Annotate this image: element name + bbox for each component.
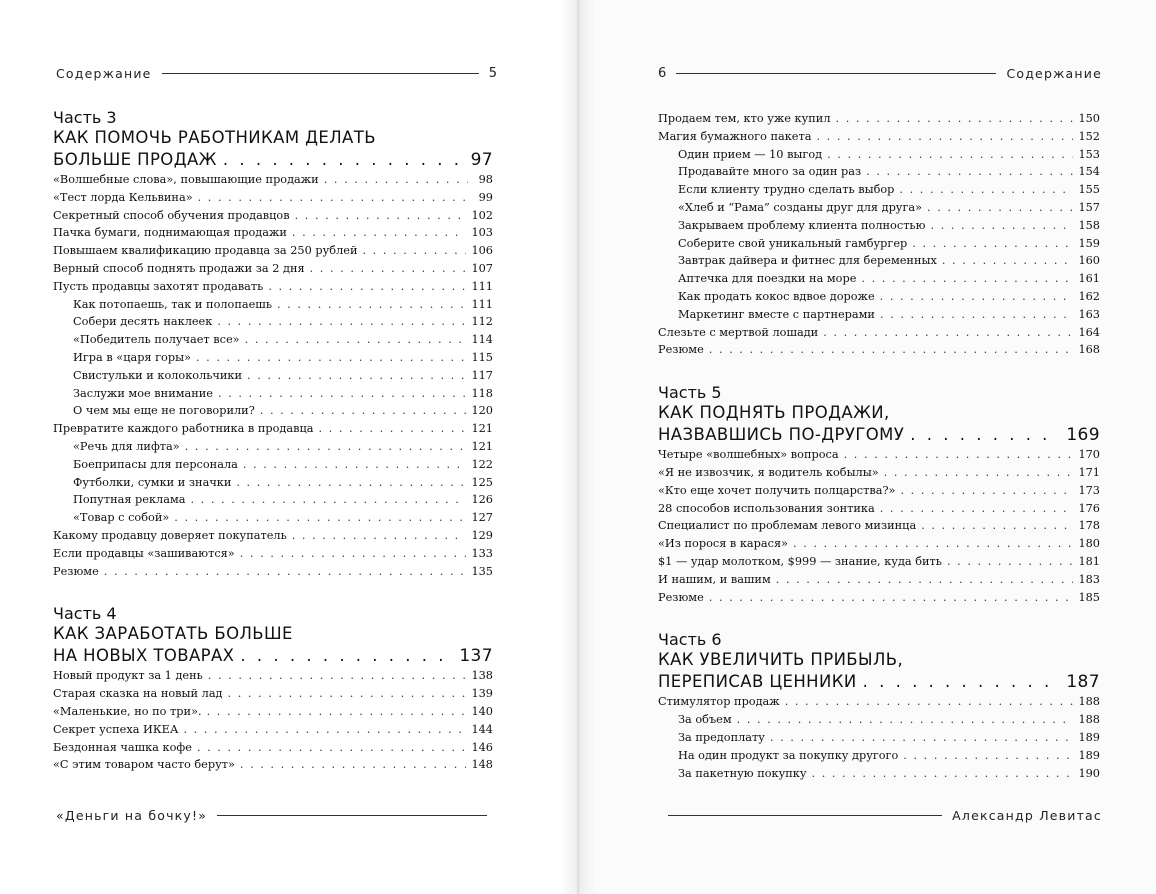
part-title-line-with-page: [53, 645, 493, 667]
toc-entry[interactable]: [53, 349, 493, 367]
dot-leader: [277, 296, 466, 314]
right-running-header: [658, 66, 1102, 81]
toc-entry[interactable]: [53, 367, 493, 385]
part-title-line: КАК ПОМОЧЬ РАБОТНИКАМ ДЕЛАТЬ: [53, 128, 376, 147]
dot-leader: [737, 711, 1074, 729]
toc-entry[interactable]: [658, 517, 1100, 535]
toc-entry-page: 170: [1078, 448, 1100, 462]
dot-leader: [770, 729, 1074, 747]
part-title[interactable]: [658, 402, 1100, 446]
toc-entry-title: «Товар с собой»: [73, 511, 170, 525]
toc-entry-page: 158: [1078, 218, 1100, 232]
toc-entry-title: Попутная реклама: [73, 493, 186, 507]
right-header-title: Содержание: [1006, 66, 1102, 81]
toc-entry-title: Один прием — 10 выгод: [678, 147, 823, 161]
dot-leader: [827, 146, 1073, 164]
toc-entry-page: 112: [471, 315, 493, 329]
toc-entry-title: «Тест лорда Кельвина»: [53, 190, 193, 204]
toc-entry-title: Бездонная чашка кофе: [53, 740, 192, 754]
toc-entry-page: 114: [471, 333, 493, 347]
toc-entry[interactable]: [53, 739, 493, 757]
toc-entry-title: Футболки, сумки и значки: [73, 475, 232, 489]
toc-entry[interactable]: [658, 446, 1100, 464]
toc-entry-title: Секрет успеха ИКЕА: [53, 722, 179, 736]
dot-leader: [247, 367, 466, 385]
toc-entry-title: Свистульки и колокольчики: [73, 368, 243, 382]
toc-entry[interactable]: [658, 217, 1100, 235]
dot-leader: [236, 474, 466, 492]
toc-entry[interactable]: [658, 163, 1100, 181]
book-title: «Деньги на бочку!»: [56, 808, 208, 823]
dot-leader: [240, 645, 453, 667]
toc-entry-page: 122: [471, 457, 493, 471]
toc-entry[interactable]: [658, 324, 1100, 342]
part-title-line: КАК ПОДНЯТЬ ПРОДАЖИ,: [658, 403, 890, 423]
toc-entry[interactable]: [53, 545, 493, 563]
toc-entry[interactable]: [53, 703, 493, 721]
toc-entry-title: Секретный способ обучения продавцов: [53, 208, 290, 222]
part-page-number: 97: [470, 150, 493, 170]
dot-leader: [942, 252, 1074, 270]
toc-entry-title: Игра в «царя горы»: [73, 350, 191, 364]
toc-entry-page: 188: [1078, 713, 1100, 727]
toc-entry[interactable]: [658, 341, 1100, 359]
toc-entry[interactable]: [658, 500, 1100, 518]
toc-entry-page: 173: [1078, 483, 1100, 497]
toc-entry-page: 185: [1078, 590, 1100, 604]
dot-leader: [793, 535, 1073, 553]
dot-leader: [903, 747, 1073, 765]
right-page-number: 6: [658, 66, 667, 81]
toc-entry-page: 176: [1078, 501, 1100, 515]
dot-leader: [217, 313, 466, 331]
toc-entry-page: 103: [471, 226, 493, 240]
toc-entry[interactable]: [658, 235, 1100, 253]
part-page-number: 187: [1066, 672, 1100, 693]
toc-entry-page: 144: [471, 722, 493, 736]
toc-entry-page: 154: [1078, 165, 1100, 179]
toc-entry[interactable]: [658, 747, 1100, 765]
toc-entry-page: 115: [471, 350, 493, 364]
dot-leader: [930, 217, 1073, 235]
toc-entry[interactable]: [53, 385, 493, 403]
toc-entry-title: Пусть продавцы захотят продавать: [53, 279, 264, 293]
toc-entry-title: За объем: [678, 713, 732, 727]
toc-entry[interactable]: [53, 402, 493, 420]
dot-leader: [844, 446, 1074, 464]
toc-entry-page: 188: [1078, 695, 1100, 709]
dot-leader: [185, 438, 467, 456]
part-title-line-with-page: [53, 149, 493, 171]
toc-entry-page: 127: [471, 511, 493, 525]
toc-entry-page: 155: [1078, 183, 1100, 197]
toc-entry-title: Новый продукт за 1 день: [53, 669, 203, 683]
toc-entry-page: 138: [471, 669, 493, 683]
toc-entry-page: 126: [471, 493, 493, 507]
dot-leader: [319, 420, 467, 438]
toc-entry-page: 133: [471, 546, 493, 560]
toc-entry-page: 164: [1078, 325, 1100, 339]
toc-entry-page: 148: [471, 758, 493, 772]
toc-entry-page: 102: [471, 208, 493, 222]
toc-entry-title: Маркетинг вместе с партнерами: [678, 307, 875, 321]
toc-entry[interactable]: [658, 199, 1100, 217]
toc-entry-page: 98: [478, 173, 493, 186]
toc-entry-title: Резюме: [53, 564, 99, 578]
toc-entry[interactable]: [658, 571, 1100, 589]
dot-leader: [880, 306, 1073, 324]
toc-entry-page: 189: [1078, 748, 1100, 762]
dot-leader: [295, 207, 467, 225]
dot-leader: [207, 703, 467, 721]
toc-entry[interactable]: [53, 527, 493, 545]
toc-entry-page: 181: [1078, 554, 1100, 568]
part-label: Часть 6: [658, 630, 722, 650]
toc-entry-page: 180: [1078, 537, 1100, 551]
toc-entry-title: «Из порося в карася»: [658, 537, 789, 551]
toc-entry-title: О чем мы еще не поговорили?: [73, 404, 255, 418]
toc-entry[interactable]: [658, 146, 1100, 164]
toc-entry-title: Соберите свой уникальный гамбургер: [678, 236, 908, 250]
dot-leader: [927, 199, 1073, 217]
dot-leader: [861, 270, 1073, 288]
toc-entry[interactable]: [53, 509, 493, 527]
toc-entry-page: 111: [471, 297, 493, 311]
toc-entry[interactable]: [53, 563, 493, 581]
toc-entry[interactable]: [53, 278, 493, 296]
toc-entry[interactable]: [658, 464, 1100, 482]
toc-entry[interactable]: [658, 589, 1100, 607]
part-title-line-with-page: [658, 424, 1100, 446]
dot-leader: [183, 721, 466, 739]
dot-leader: [709, 341, 1074, 359]
toc-entry-title: Если клиенту трудно сделать выбор: [678, 183, 895, 197]
toc-entry[interactable]: [658, 535, 1100, 553]
toc-entry-page: 129: [471, 528, 493, 542]
toc-entry-title: Если продавцы «зашиваются»: [53, 546, 235, 560]
toc-entry-title: Как потопаешь, так и полопаешь: [73, 297, 272, 311]
toc-entry-page: 117: [471, 368, 493, 382]
part-title-line: КАК ЗАРАБОТАТЬ БОЛЬШЕ: [53, 624, 293, 644]
toc-entry-title: Аптечка для поездки на море: [678, 272, 857, 286]
part-label: Часть 4: [53, 604, 117, 624]
toc-entry[interactable]: [658, 553, 1100, 571]
part-title-line: КАК УВЕЛИЧИТЬ ПРИБЫЛЬ,: [658, 650, 904, 670]
dot-leader: [198, 189, 468, 207]
part-title-line: НАЗВАВШИСЬ ПО-ДРУГОМУ: [658, 425, 905, 445]
dot-leader: [776, 571, 1074, 589]
dot-leader: [910, 424, 1060, 446]
left-running-header: [56, 66, 497, 81]
toc-entry[interactable]: [658, 270, 1100, 288]
toc-entry-page: 171: [1078, 465, 1100, 479]
toc-entry-page: 140: [471, 704, 493, 718]
toc-entry-title: «Волшебные слова», повышающие продажи: [53, 173, 319, 186]
toc-entry-title: «Я не извозчик, я водитель кобылы»: [658, 465, 879, 479]
right-footer-rule: [668, 815, 942, 816]
toc-entry-page: 189: [1078, 730, 1100, 744]
toc-entry-title: На один продукт за покупку другого: [678, 748, 899, 762]
part-title-line: НА НОВЫХ ТОВАРАХ: [53, 646, 235, 666]
dot-leader: [196, 349, 466, 367]
part-title[interactable]: [658, 649, 1100, 693]
toc-entry-page: 120: [471, 404, 493, 418]
dot-leader: [243, 456, 467, 474]
toc-entry[interactable]: [658, 110, 1100, 128]
toc-entry-page: 135: [471, 564, 493, 578]
toc-entry[interactable]: [658, 181, 1100, 199]
toc-entry-page: 157: [1078, 200, 1100, 214]
part-title-line-with-page: [658, 671, 1100, 693]
dot-leader: [218, 385, 466, 403]
toc-entry-title: $1 — удар молотком, $999 — знание, куда бить: [658, 554, 942, 568]
toc-entry[interactable]: [658, 128, 1100, 146]
toc-entry-page: 146: [471, 740, 493, 754]
toc-entry-title: Верный способ поднять продажи за 2 дня: [53, 261, 305, 275]
dot-leader: [947, 553, 1073, 571]
toc-entry-page: 125: [471, 475, 493, 489]
toc-entry[interactable]: [658, 306, 1100, 324]
dot-leader: [208, 667, 467, 685]
toc-entry[interactable]: [658, 693, 1100, 711]
toc-entry-title: Боеприпасы для персонала: [73, 457, 238, 471]
dot-leader: [812, 765, 1074, 783]
dot-leader: [709, 589, 1074, 607]
toc-entry-page: 190: [1078, 766, 1100, 780]
toc-entry-page: 150: [1078, 112, 1100, 125]
toc-entry[interactable]: [658, 711, 1100, 729]
toc-entry-title: За пакетную покупку: [678, 766, 807, 780]
toc-entry-title: Резюме: [658, 343, 704, 357]
dot-leader: [863, 671, 1061, 693]
dot-leader: [921, 517, 1073, 535]
toc-entry-title: Превратите каждого работника в продавца: [53, 422, 314, 436]
dot-leader: [816, 128, 1073, 146]
toc-entry[interactable]: [658, 252, 1100, 270]
part-title[interactable]: [53, 127, 493, 171]
toc-entry[interactable]: [658, 765, 1100, 783]
toc-entry-page: 160: [1078, 254, 1100, 268]
toc-entry-title: Слезьте с мертвой лошади: [658, 325, 819, 339]
toc-entry-page: 121: [471, 439, 493, 453]
left-toc-column: [53, 98, 493, 774]
dot-leader: [324, 171, 468, 189]
toc-entry[interactable]: [53, 456, 493, 474]
dot-leader: [880, 500, 1074, 518]
part-title-line: ПЕРЕПИСАВ ЦЕННИКИ: [658, 672, 857, 692]
right-header-rule: [676, 73, 996, 74]
dot-leader: [292, 527, 467, 545]
dot-leader: [836, 110, 1074, 128]
toc-entry[interactable]: [53, 296, 493, 314]
toc-entry-title: Продаем тем, кто уже купил: [658, 112, 831, 125]
toc-entry-page: 139: [471, 687, 493, 701]
toc-entry-title: Резюме: [658, 590, 704, 604]
left-header-title: Содержание: [56, 66, 152, 81]
toc-entry[interactable]: [658, 729, 1100, 747]
toc-entry-title: Специалист по проблемам левого мизинца: [658, 519, 917, 533]
dot-leader: [245, 331, 467, 349]
dot-leader: [912, 235, 1073, 253]
toc-entry[interactable]: [53, 260, 493, 278]
left-header-rule: [162, 73, 479, 74]
toc-entry-page: 99: [478, 190, 493, 204]
dot-leader: [884, 464, 1074, 482]
dot-leader: [823, 324, 1073, 342]
part-page-number: 169: [1066, 425, 1100, 446]
toc-entry-title: Завтрак дайвера и фитнес для беременных: [678, 254, 937, 268]
right-page: [578, 0, 1156, 894]
author-name: Александр Левитас: [952, 808, 1102, 823]
toc-entry[interactable]: [53, 438, 493, 456]
toc-entry-title: Как продать кокос вдвое дороже: [678, 289, 875, 303]
toc-entry-title: Стимулятор продаж: [658, 695, 780, 709]
toc-entry-page: 162: [1078, 289, 1100, 303]
toc-entry-title: Собери десять наклеек: [73, 315, 213, 329]
toc-entry-title: Повышаем квалификацию продавца за 250 рублей: [53, 244, 358, 258]
dot-leader: [785, 693, 1074, 711]
toc-entry-page: 118: [471, 386, 493, 400]
part-title[interactable]: [53, 623, 493, 667]
toc-entry-title: «Речь для лифта»: [73, 439, 180, 453]
toc-entry[interactable]: [53, 721, 493, 739]
toc-entry[interactable]: [53, 331, 493, 349]
toc-entry-title: 28 способов использования зонтика: [658, 501, 875, 515]
toc-entry[interactable]: [53, 491, 493, 509]
toc-entry[interactable]: [53, 224, 493, 242]
left-page-number: 5: [488, 66, 497, 81]
toc-entry-page: 153: [1078, 147, 1100, 161]
toc-entry[interactable]: [53, 667, 493, 685]
toc-entry-title: «Кто еще хочет получить полцарства?»: [658, 483, 896, 497]
part-label: Часть 5: [658, 383, 722, 403]
dot-leader: [197, 739, 467, 757]
dot-leader: [880, 288, 1074, 306]
toc-entry[interactable]: [658, 482, 1100, 500]
toc-entry-page: 111: [471, 279, 493, 293]
dot-leader: [240, 756, 467, 774]
toc-entry-title: Пачка бумаги, поднимающая продажи: [53, 226, 287, 240]
dot-leader: [292, 224, 467, 242]
right-toc-column: [658, 110, 1100, 782]
toc-entry-title: «Победитель получает все»: [73, 333, 240, 347]
book-spine-shadow: [560, 0, 596, 894]
toc-entry[interactable]: [53, 313, 493, 331]
toc-entry-title: Закрываем проблему клиента полностью: [678, 218, 926, 232]
dot-leader: [174, 509, 466, 527]
right-running-footer: [658, 808, 1102, 823]
toc-entry[interactable]: [53, 685, 493, 703]
toc-entry[interactable]: [53, 420, 493, 438]
dot-leader: [190, 491, 466, 509]
dot-leader: [866, 163, 1073, 181]
toc-entry-title: «Маленькие, но по три».: [53, 704, 202, 718]
toc-entry[interactable]: [53, 474, 493, 492]
dot-leader: [223, 149, 465, 171]
dot-leader: [240, 545, 467, 563]
toc-entry-page: 168: [1078, 343, 1100, 357]
toc-entry-title: «Хлеб и “Рама” созданы друг для друга»: [678, 200, 923, 214]
toc-entry-page: 152: [1078, 129, 1100, 143]
toc-entry-title: Продавайте много за один раз: [678, 165, 862, 179]
toc-entry[interactable]: [53, 189, 493, 207]
toc-entry[interactable]: [658, 288, 1100, 306]
toc-entry-title: «С этим товаром часто берут»: [53, 758, 235, 772]
part-page-number: 137: [459, 646, 493, 667]
toc-entry-page: 161: [1078, 272, 1100, 286]
toc-entry-title: За предоплату: [678, 730, 765, 744]
left-footer-rule: [217, 815, 487, 816]
toc-entry-title: Старая сказка на новый лад: [53, 687, 223, 701]
left-running-footer: [56, 808, 497, 823]
part-title-line: БОЛЬШЕ ПРОДАЖ: [53, 150, 217, 169]
dot-leader: [268, 278, 466, 296]
toc-entry[interactable]: [53, 207, 493, 225]
toc-entry-page: 107: [471, 261, 493, 275]
toc-entry-page: 163: [1078, 307, 1100, 321]
toc-entry-page: 121: [471, 422, 493, 436]
toc-entry[interactable]: [53, 242, 493, 260]
toc-entry-page: 159: [1078, 236, 1100, 250]
dot-leader: [899, 181, 1073, 199]
toc-entry-title: Какому продавцу доверяет покупатель: [53, 528, 287, 542]
dot-leader: [104, 563, 467, 581]
dot-leader: [228, 685, 467, 703]
toc-entry-title: И нашим, и вашим: [658, 572, 771, 586]
dot-leader: [900, 482, 1073, 500]
toc-entry-title: Магия бумажного пакета: [658, 129, 812, 143]
dot-leader: [362, 242, 466, 260]
toc-entry[interactable]: [53, 756, 493, 774]
toc-entry-page: 106: [471, 244, 493, 258]
toc-entry[interactable]: [53, 171, 493, 189]
toc-entry-page: 178: [1078, 519, 1100, 533]
part-label: Часть 3: [53, 108, 117, 127]
toc-entry-title: Заслужи мое внимание: [73, 386, 213, 400]
toc-entry-page: 183: [1078, 572, 1100, 586]
dot-leader: [260, 402, 467, 420]
dot-leader: [310, 260, 467, 278]
toc-entry-title: Четыре «волшебных» вопроса: [658, 448, 839, 462]
